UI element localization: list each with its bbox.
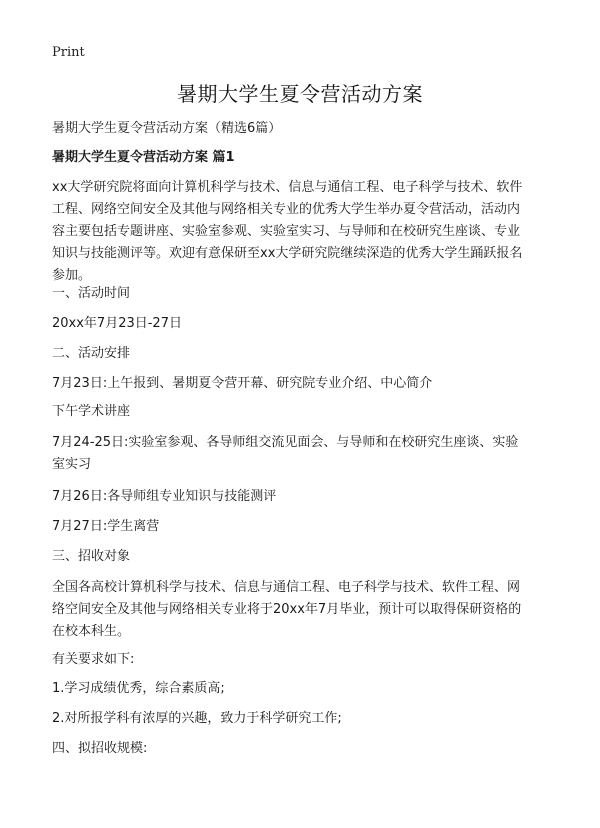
requirement-2: 2.对所报学科有浓厚的兴趣，致力于科学研究工作; [52, 711, 342, 726]
heading-schedule: 二、活动安排 [52, 346, 131, 361]
section-heading: 暑期大学生夏令营活动方案 篇1 [52, 150, 235, 165]
heading-time: 一、活动时间 [52, 286, 131, 301]
requirement-1: 1.学习成绩优秀，综合素质高; [52, 681, 225, 696]
print-label[interactable]: Print [52, 45, 85, 60]
target-line: 络空间安全及其他与网络相关专业将于20xx年7月毕业，预计可以取得保研资格的 [52, 602, 522, 617]
intro-paragraph [52, 177, 522, 287]
heading-scale: 四、拟招收规模: [52, 741, 148, 756]
target-line: 在校本科生。 [52, 624, 131, 639]
schedule-line: 室实习 [52, 457, 92, 472]
document-title: 暑期大学生夏令营活动方案 [177, 82, 423, 106]
time-value: 20xx年7月23日-27日 [52, 316, 182, 331]
schedule-line: 7月24-25日:实验室参观、各导师组交流见面会、与导师和在校研究生座谈、实验 [52, 435, 519, 450]
intro-line: 容主要包括专题讲座、实验室参观、实验室实习、与导师和在校研究生座谈、专业 [52, 224, 521, 239]
schedule-day-27: 7月27日:学生离营 [52, 519, 160, 534]
target-line: 全国各高校计算机科学与技术、信息与通信工程、电子科学与技术、软件工程、网 [52, 580, 521, 595]
target-paragraph [52, 577, 521, 643]
intro-line: 参加。 [52, 268, 92, 283]
intro-line: xx大学研究院将面向计算机科学与技术、信息与通信工程、电子科学与技术、软件 [52, 180, 523, 195]
schedule-day-23-afternoon: 下午学术讲座 [52, 404, 131, 419]
requirements-intro: 有关要求如下: [52, 652, 135, 667]
schedule-day-24-25 [52, 432, 518, 476]
intro-line: 工程、网络空间安全及其他与网络相关专业的优秀大学生举办夏令营活动，活动内 [52, 202, 521, 217]
heading-target: 三、招收对象 [52, 549, 131, 564]
schedule-day-26: 7月26日:各导师组专业知识与技能测评 [52, 489, 277, 504]
intro-line: 知识与技能测评等。欢迎有意保研至xx大学研究院继续深造的优秀大学生踊跃报名 [52, 246, 523, 261]
document-subtitle: 暑期大学生夏令营活动方案（精选6篇） [52, 121, 282, 136]
schedule-day-23: 7月23日:上午报到、暑期夏令营开幕、研究院专业介绍、中心简介 [52, 376, 433, 391]
